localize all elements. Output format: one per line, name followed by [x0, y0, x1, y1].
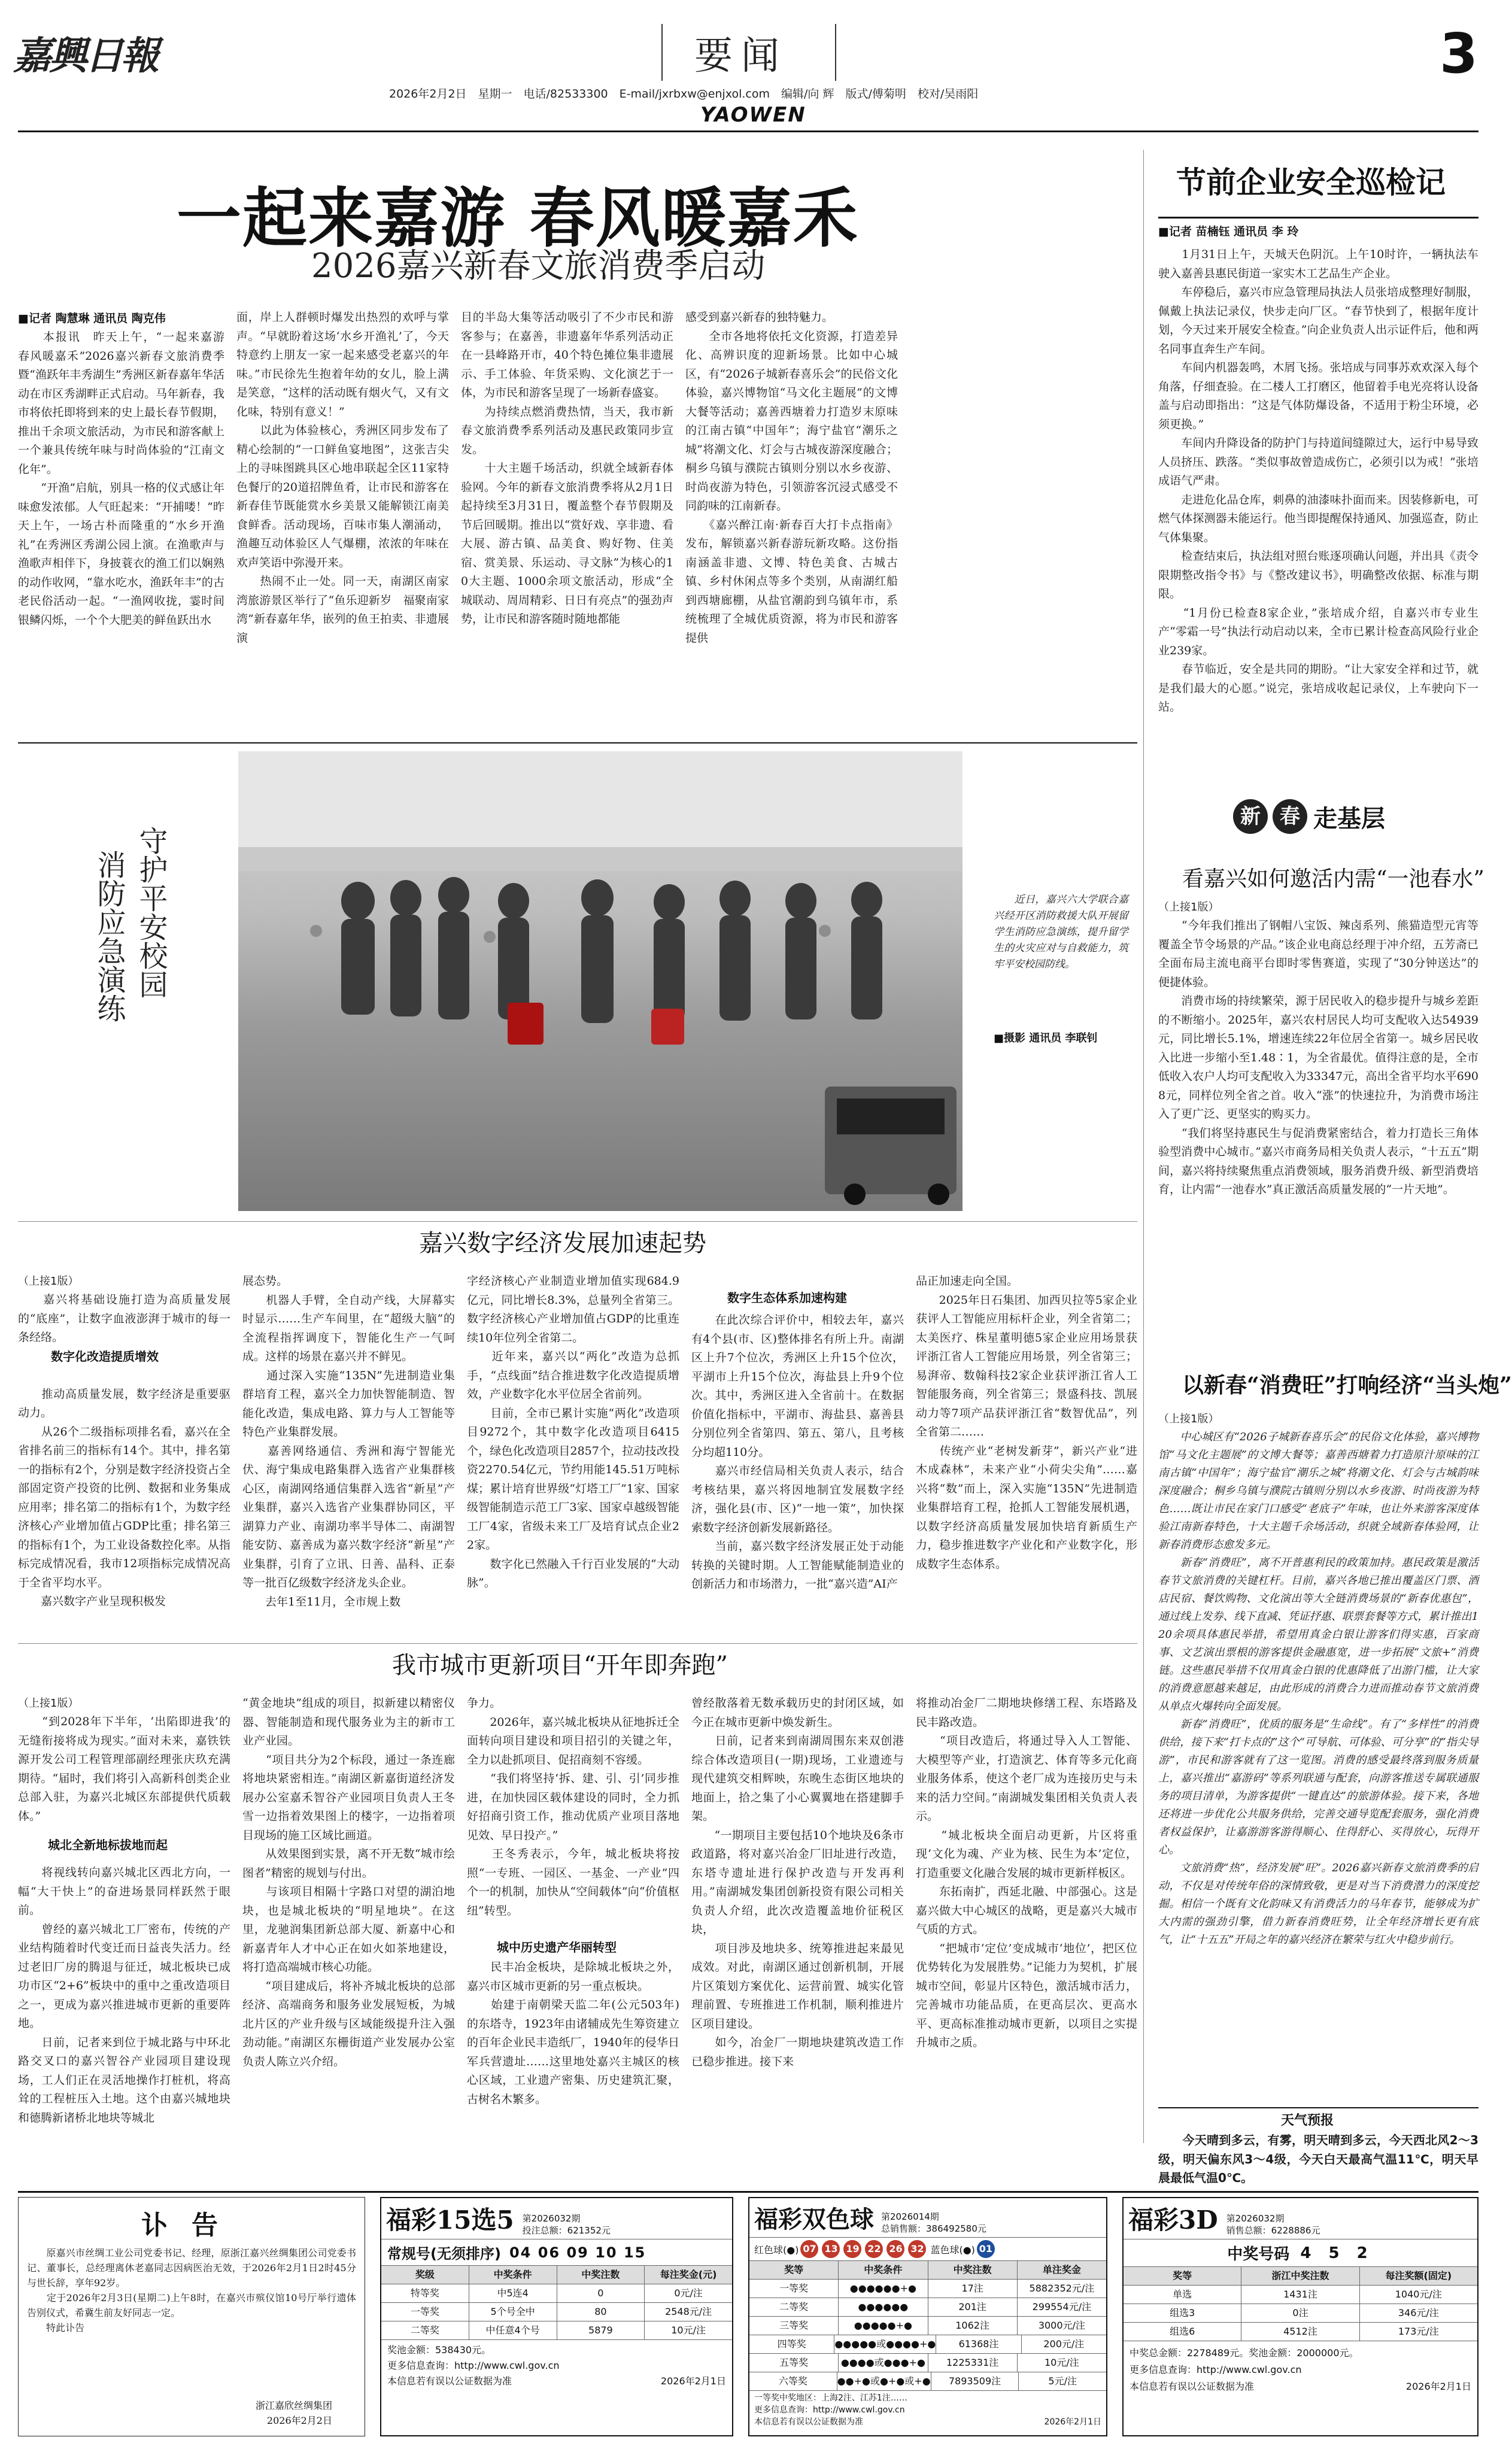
table-cell: 特等奖 — [381, 2284, 469, 2302]
d3-table — [1124, 2286, 1477, 2341]
table-cell: 五等奖 — [749, 2354, 839, 2372]
d3-sales: 销售总额：6228886元 — [1226, 2225, 1320, 2236]
table-header-cell: 奖级 — [381, 2266, 469, 2284]
l15-table-head — [381, 2266, 732, 2284]
l15-date: 2026年2月1日 — [660, 2375, 726, 2387]
table-cell: 中5连4 — [469, 2284, 557, 2302]
table-row — [1124, 2286, 1477, 2304]
l15-numbers: 04 06 09 10 15 — [509, 2244, 646, 2261]
red-ball: 13 — [822, 2240, 840, 2258]
table-cell: ●●●●或●●●+● — [839, 2354, 928, 2372]
table-row — [749, 2298, 1106, 2317]
table-header-cell: 每注奖额(固定) — [1385, 2270, 1452, 2281]
table-cell: 4512注 — [1241, 2323, 1359, 2341]
l15-pool: 奖池金额：538430元。 — [387, 2344, 491, 2356]
table-cell: ●●●●●+● — [839, 2317, 928, 2335]
lead-col-1: 本报讯 昨天上午，“一起来嘉游 春风暖嘉禾”2026嘉兴新春文旅消费季暨“渔跃年丰秀湖生”秀洲区新春嘉年华活动在市区秀湖畔正式启动。马年新春，我市将依托即将到来的史上最长春节假期，推出千余项文旅活动，为市民和游客献上一个兼具传统年味与时尚体验的“江南文化年”。 “开渔”启航，别具一格的仪式感让年味愈发浓郁。人气旺起来：“开捕喽！”昨天上午，一场古朴而隆重的“水乡开渔礼”在秀洲区秀湖公园上演。在渔歌声与渔歌声相伴下，身披蓑衣的渔工们以娴熟的动作收网，“靠水吃水，渔跃年丰”的古老民俗活动一起。“一渔网收拢，霎时间银鳞闪烁，一个个大肥美的鲜鱼跃出水 — [18, 330, 224, 627]
digital-col-5: 品正加速走向全国。 2025年日石集团、加西贝拉等5家企业获评人工智能应用标杆企业，列全省第二；太美医疗、株星董明德5家企业应用场景获评浙江省人工智能应用场景，列全省第三；易湃帝、数翰科技2家企业获评浙江省人工智能服务商，列全省第三；景盛科技、凯展动力等7项产品获评浙江省“数智优品”，列全省第二…… 传统产业“老树发新芽”，新兴产业“进木成森林”，未来产业“小荷尖尖角”……嘉兴将“数”而上，深入实施“135N”先进制造业集群培育工程，抢抓人工智能发展机遇，以数字经济高质量发展加快培育新质生产力，稳步推进数字产业化和产业数字化，形成数字生态体系。 — [916, 1274, 1137, 1571]
digital-sub-1: 数字化改造提质增效 — [51, 1349, 159, 1364]
editor-credits: 编辑/向 辉 版式/傅菊明 校对/吴雨阳 — [781, 87, 979, 101]
d3-numbers: 4 5 2 — [1300, 2244, 1374, 2262]
table-cell: 四等奖 — [749, 2335, 834, 2353]
newyear-badge-char-2: 春 — [1273, 799, 1307, 834]
lead-subtitle: 2026嘉兴新春文旅消费季启动 — [311, 247, 766, 286]
consume-title: 以新春“消费旺”打响经济“当头炮” — [1182, 1373, 1512, 1398]
newspaper-logo: 嘉興日報 — [13, 34, 157, 78]
page-number: 3 — [1440, 22, 1478, 86]
safety-body: 1月31日上午，天城天色阴沉。上午10时许，一辆执法车驶入嘉善县惠民街道一家实木工艺品生产企业。 车停稳后，嘉兴市应急管理局执法人员张培成整理好制服，佩戴上执法记录仪，快步走向厂区。“春节快到了，根据年度计划，今天过来开展安全检查。”向企业负责人出示证件后，他和两名同事直奔生产车间。 车间内机器轰鸣，木屑飞扬。张培成与同事苏欢欢深入每个角落，仔细查验。在二楼人工打磨区，他留着手电光亮将认设备盖与启动即指出：“这是气体防爆设备，不适用于粉尘环境，必须更换。” 车间内升降设备的防护门与持道间缝隙过大，运行中易导致人员挤压、跌落。“类似事故曾造成伤亡，必须引以为戒！”张培成语气严肃。 走进危化品仓库，刺鼻的油漆味扑面而来。因装修新电，可燃气体探测器未能运行。他当即提醒保持通风、加强巡查，防止气体集聚。 检查结束后，执法组对照台账逐项确认问题，并出具《责令限期整改指令书》与《整改建议书》，明确整改依据、标准与期限。 “1月份已检查8家企业，”张培成介绍，自嘉兴市专业生产“零霜一号”执法行动启动以来，全市已累计检查高风险行业企业239家。 春节临近，安全是共同的期盼。“让大家安全祥和过节，就是我们最大的心愿。”说完，张培成收起记录仪，上车驶向下一站。 — [1158, 248, 1478, 714]
consume-cont: （上接1版） — [1158, 1413, 1219, 1425]
table-cell: 5882352元/注 — [1029, 2283, 1095, 2294]
table-cell: 200元/注 — [1043, 2338, 1085, 2350]
table-cell: 299554元/注 — [1032, 2301, 1092, 2312]
drill-photo — [238, 751, 963, 1211]
table-row — [749, 2372, 1106, 2391]
ssq-pool: 更多信息查询：http://www.cwl.gov.cn — [754, 2405, 905, 2415]
table-cell: 2548元/注 — [665, 2306, 712, 2317]
renewal-col-5: 将推动冶金厂二期地块修缮工程、东塔路及民丰路改造。 “项目改造后，将通过导入人工智能、大模型等产业，打造演艺、体育等多元化商业服务体系，使这个老厂成为连接历史与未来的活力空间。”南湖城发集团相关负责人表示。 “城北板块全面启动更新，片区将重现‘文化为魂、产业为核、民生为本’定位，打造重要文化融合发展的城市更新样板区。 东拓南扩，西延北融、中部强心。这是嘉兴做大中心城区的战略，更是嘉兴大城市气质的方式。 “把城市‘定位’变成城市‘地位’，把区位优势转化为发展胜势。”记能力为契机，扩展城市空间，彰显片区特色，激活城市活力，完善城市功能品质，在更高层次、更高水平、更高标准推动城市更新，以项目之实提升城市之质。 — [916, 1697, 1137, 2049]
l15-query: 更多信息查询：http://www.cwl.gov.cn — [387, 2360, 560, 2371]
table-cell: 三等奖 — [749, 2317, 839, 2335]
renewal-sub-1: 城北全新地标拔地而起 — [48, 1838, 168, 1852]
table-header-cell: 中奖条件 — [469, 2266, 557, 2284]
lead-col-2: 面，岸上人群顿时爆发出热烈的欢呼与掌声。“早就盼着这场‘水乡开渔礼’了，今天特意约上朋友一家一起来感受老嘉兴的年味。”市民徐先生抱着年幼的女儿，脸上满是笑意，“这样的活动既有烟火气，又有文化味，特别有意义！” 以此为体验核心，秀洲区同步发布了精心绘制的“一口鲜鱼宴地图”，这张吉尖上的寻味图跳具区心地串联起全区11家特色餐厅的20道招牌鱼肴，让市民和游客在新春佳节既能赏水乡美景又能解锁江南美食鲜香。活动现场，百味市集人潮涌动，渔趣互动体验区人气爆棚，浓浓的年味在欢声笑语中弥漫开来。 热闹不止一处。同一天，南湖区南家湾旅游景区举行了“鱼乐迎新岁 福聚南家湾”新春嘉年华，嵌列的鱼王拍卖、非遗展演 — [236, 311, 449, 645]
masthead-info — [389, 85, 978, 101]
red-ball: 32 — [908, 2240, 926, 2258]
safety-byline: ■记者 苗楠钰 通讯员 李 玲 — [1158, 225, 1299, 238]
l15-notice: 本信息若有误以公证数据为准 — [387, 2375, 512, 2387]
l15-title: 福彩15选5 — [386, 2205, 514, 2235]
ssq-blue-label: 蓝色球(●) — [930, 2244, 975, 2256]
photo-caption: 近日，嘉兴六大学联合嘉兴经开区消防救援大队开展留学生消防应急演练，提升留学生的火灾应对与自救能力，筑牢平安校园防线。 — [994, 894, 1128, 970]
table-cell: 5个号全中 — [469, 2303, 557, 2321]
obituary-sign — [27, 2398, 356, 2428]
red-ball: 22 — [865, 2240, 883, 2258]
lead-byline: ■记者 陶慧琳 通讯员 陶克伟 — [18, 312, 166, 325]
renewal-title: 我市城市更新项目“开年即奔跑” — [392, 1652, 728, 1679]
masthead — [0, 0, 1495, 144]
table-cell: 组选3 — [1124, 2304, 1241, 2322]
renewal-col-4: 曾经散落着无数承载历史的封闭区域，如今正在城市更新中焕发新生。 日前，记者来到南湖周围东来双创港综合体改造项目(一期)现场，工业遗迹与现代建筑交相辉映，东晚生态街区地块的地面上，拾之集了小心翼翼地在搭建脚手架。 “一期项目主要包括10个地块及6条市政道路，将对嘉兴冶金厂旧址进行改造，东塔寺遗址进行保护改造与开发再利用。”南湖城发集团创新投资有限公司相关负责人介绍，此次改造覆盖地价征税区块， 项目涉及地块多、统筹推进起来最见成效。对此，南湖区通过创新机制，开展片区策划方案优化、运营前置、城实化管理前置、专班推进工作机制，顺利推进片区项目建设。 如今，冶金厂一期地块建筑改造工作已稳步推进。接下来 — [691, 1697, 904, 2068]
ssq-red-label: 红色球(●) — [754, 2244, 799, 2256]
renewal-cont: （上接1版） — [18, 1697, 79, 1710]
newyear-cont: （上接1版） — [1158, 901, 1219, 914]
obituary-title: 讣告 — [141, 2210, 242, 2241]
red-ball: 19 — [843, 2240, 861, 2258]
table-cell: 17注 — [928, 2280, 1018, 2298]
table-header-cell: 中奖条件 — [839, 2261, 928, 2279]
table-row — [381, 2321, 732, 2340]
red-ball: 07 — [800, 2240, 818, 2258]
table-cell: 一等奖 — [749, 2280, 839, 2298]
digital-title: 嘉兴数字经济发展加速起势 — [419, 1230, 706, 1257]
table-header-cell: 单注奖金 — [1042, 2264, 1081, 2275]
l15-issue: 第2026032期 — [522, 2213, 581, 2224]
renewal-col-3: 争力。 2026年，嘉兴城北板块从征地拆迁全面转向项目建设和项目招引的关键之年，全力以赴抓项目、促招商刻不容缓。 “我们将坚持‘拆、建、引、引’同步推进，在加快园区载体建设的同时，全力抓好招商引资工作，推动优质产业项目落地见效、早日投产。” 王冬秀表示，今年，城北板块将按照“一专班、一园区、一基金、一产业”四个一的机制，加快从“空间载体”向“价值枢纽”转型。 民丰冶金板块，是除城北板块之外，嘉兴市区城市更新的另一重点板块。 始建于南朝梁天监二年(公元503年)的东塔寺，1923年由诸辅成先生筹资建立的百年企业民丰造纸厂，1940年的侵华日军兵营遗址……这里地处嘉兴主城区的核心区域，工业遗产密集、历史建筑汇聚，古树名木繁多。 — [467, 1697, 679, 2106]
table-cell: 单选 — [1124, 2286, 1241, 2304]
table-cell: 346元/注 — [1398, 2307, 1439, 2318]
table-cell: 5879 — [557, 2321, 645, 2339]
ssq-issue: 第2026014期 — [881, 2211, 939, 2222]
obituary-body: 原嘉兴市丝绸工业公司党委书记、经理，原浙江嘉兴丝绸集团公司党委书记、董事长，总经理离休老嘉同志因病医治无效，于2026年2月1日2时45分与世长辞，享年92岁。 定于2026年2月3日(星期二)上午8时，在嘉兴市殡仪馆10号厅举行遗体告别仪式，希冀生前友好同志一定。 特此讣告 — [27, 2247, 356, 2333]
table-cell: 0元/注 — [674, 2287, 703, 2299]
d3-issue: 第2026032期 — [1226, 2213, 1285, 2224]
lottery-ssq — [748, 2197, 1107, 2436]
table-cell: 80 — [557, 2303, 645, 2321]
newyear-title: 看嘉兴如何邀活内需“一池春水” — [1182, 867, 1484, 891]
photo-title-a: 守护平安校园 — [134, 826, 168, 999]
ssq-table — [749, 2280, 1106, 2391]
weather-body: 今天晴到多云，有雾，明天晴到多云，今天西北风2～3级，明天偏东风3～4级，今天白天最高气温11℃，明天早晨最低气温0℃。 — [1158, 2133, 1478, 2185]
section-title: 要闻 — [694, 34, 788, 78]
table-cell: ●●●●●或●●●●+● — [834, 2335, 936, 2353]
digital-col-2: 展态势。 机器人手臂，全自动产线，大屏幕实时显示……生产车间里，在“超级大脑”的全流程指挥调度下，智能化生产一气呵成。这样的场景在嘉兴并不鲜见。 通过深入实施“135N”先进制造业集群培育工程，嘉兴全力加快智能制造、智能化改造，集成电路、算力与人工智能等特色产业集群发展。 嘉善网络通信、秀洲和海宁智能光伏、海宁集成电路集群入选省产业集群核心区，南湖网络通信集群入选省“新星”产业集群，嘉兴入选省产业集群协同区，平湖算力产业、南湖功率半导体二、南湖智能安防、嘉善成为嘉兴数字经济“新星”产业集群，引育了立讯、日善、晶科、正泰等一批百亿级数字经济龙头企业。 去年1至11月，全市规上数 — [242, 1274, 455, 1609]
table-cell: 201注 — [928, 2298, 1018, 2316]
ssq-notice: 本信息若有误以公证数据为准 — [754, 2417, 863, 2427]
d3-query: 更多信息查询：http://www.cwl.gov.cn — [1130, 2364, 1302, 2375]
table-header-cell: 中奖注数 — [928, 2261, 1018, 2279]
d3-table-head — [1124, 2267, 1477, 2286]
table-cell: 1062注 — [928, 2317, 1018, 2335]
weather-title: 天气预报 — [1281, 2113, 1334, 2128]
table-cell: 0 — [557, 2284, 645, 2302]
ssq-sales: 总销售额：386492580元 — [881, 2223, 986, 2234]
d3-title: 福彩3D — [1128, 2205, 1218, 2235]
newyear-badge-tail: 走基层 — [1313, 804, 1385, 833]
table-cell: 0注 — [1241, 2304, 1359, 2322]
l15-sales: 投注总额：621352元 — [522, 2225, 611, 2236]
d3-label: 中奖号码 — [1227, 2245, 1290, 2263]
table-row — [381, 2284, 732, 2303]
table-header-cell: 每注奖金(元) — [660, 2269, 717, 2280]
blue-ball: 01 — [977, 2240, 995, 2258]
table-cell: 10元/注 — [671, 2324, 706, 2336]
renewal-col-1: “到2028年下半年，‘出陷即进我’的无缝衔接将成为现实。”面对未来，嘉铁铁源开发公司工程管理部副经理张庆玖充满期待。“届时，我们将引入高新科创类企业总部入驻，为嘉兴北城区东部提供代质载体。” 将视线转向嘉兴城北区西北方向，一幅“大干快上”的奋进场景同样跃然于眼前。 曾经的嘉兴城北工厂密布，传统的产业结构随着时代变迁而日益丧失活力。经过老旧厂房的腾退与征迁，城北板块已成功市区“2+6”板块中的重中之重改造项目之一，更成为嘉兴推进城市更新的重要阵地。 日前，记者来到位于城北路与中环北路交叉口的嘉兴智谷产业园项目建设现场，工人们正在灵活地操作打桩机，将高耸的工程桩压入土地。这个由嘉兴城地块和德腾新诸桥北地块等城北 — [18, 1715, 230, 2125]
table-header-cell: 奖等 — [749, 2261, 839, 2279]
table-cell: 10元/注 — [1044, 2357, 1079, 2368]
table-cell: 7893509注 — [931, 2372, 1019, 2390]
digital-sub-2: 数字生态体系加速构建 — [727, 1291, 847, 1305]
newyear-badge-char-1: 新 — [1233, 799, 1268, 834]
safety-title: 节前企业安全巡检记 — [1176, 165, 1446, 200]
issue-date: 2026年2月2日 星期一 电话/82533300 E-mail/jxrbxw@enjxol.com — [389, 87, 770, 101]
digital-col-3: 字经济核心产业制造业增加值实现684.9亿元，同比增长8.3%，总量列全省第三。数字经济核心产业增加值占GDP的比重连续10年位列全省第二。 近年来，嘉兴以“两化”改造为总抓手，“点线面”结合推进数字化改造提质增效，产业数字化水平位居全省前列。 目前，全市已累计实施“两化”改造项目9272个，其中数字化改造项目6415个，绿色化改造项目2857个，拉动技改投资2270.54亿元，节约用能145.51万吨标煤；累计培育世界级“灯塔工厂”1家、国家级智能制造示范工厂3家、国家卓越级智能工厂4家，省级未来工厂及培育试点企业22家。 数字化已然融入千行百业发展的“大动脉”。 — [467, 1274, 679, 1589]
table-cell: 5元/注 — [1048, 2375, 1077, 2387]
ssq-table-head — [749, 2261, 1106, 2280]
section-pinyin: YAOWEN — [700, 103, 806, 127]
table-cell: 二等奖 — [381, 2321, 469, 2339]
table-cell: ●●●●●● — [839, 2298, 928, 2316]
lottery-15x5 — [380, 2197, 733, 2436]
table-cell: 3000元/注 — [1038, 2320, 1085, 2331]
table-row — [749, 2335, 1106, 2354]
photo-title-b: 消防应急演练 — [92, 850, 126, 1022]
digital-col-4: 在此次综合评价中，相较去年，嘉兴有4个县(市、区)整体排名有所上升。南湖区上升7个位次，秀洲区上升15个位次，平湖市上升15个位次，海盐县上升9个位次。其中，秀洲区进入全省前十。在数据价值化指标中，平湖市、海盐县、嘉善县分别位列全省第四、第五、第八，且考核分均超110分。 嘉兴市经信局相关负责人表示，结合考核结果，嘉兴将因地制宜发展数字经济，强化县(市、区)“一地一策”，加快探索数字经济创新发展新路径。 当前，嘉兴数字经济发展正处于动能转换的关键时期。人工智能赋能制造业的创新活力和市场潜力，一批“嘉兴造”AI产 — [691, 1313, 904, 1591]
table-header-cell: 中奖注数 — [557, 2266, 645, 2284]
renewal-sub-2: 城中历史遗产华丽转型 — [497, 1940, 617, 1955]
photo-credit: ■摄影 通讯员 李联钊 — [994, 1032, 1098, 1045]
table-cell: 一等奖 — [381, 2303, 469, 2321]
ssq-title: 福彩双色球 — [754, 2205, 874, 2233]
obituary-sign-org: 浙江嘉欣丝绸集团 — [255, 2400, 332, 2411]
table-cell: 二等奖 — [749, 2298, 839, 2316]
consume-body: 中心城区有“2026子城新春喜乐会”的民俗文化体验，嘉兴博物馆“马文化主题展”的文博大餐等；嘉善西塘着力打造原汁原味的江南古镇“中国年”；海宁盐官“潮乐之城”将潮文化、灯会与古城韵味深度融合；桐乡乌镇与濮院古镇则分别以水乡夜游、时尚夜游为特色……既让市民在家门口感受“老底子”年味，也让外来游客深度体验江南新春特色，十大主题千余场活动，织就全域新春体验网，让新春消费形态愈发多元。 新春“消费旺”，离不开普惠利民的政策加持。惠民政策是激活春节文旅消费的关键杠杆。目前，嘉兴各地已推出覆盖区门票、酒店民宿、餐饮购物、文化演出等大全链消费场景的“新春优惠包”，通过线上发券、线下直减、凭证抒惠、联票套餐等方式，累计推出120余项具体惠民举措，希望用真金白银让游客们得实惠，百家商事、文艺演出票根的游客提供金融惠宽，进一步拓展“文旅+”消费链。这些惠民举措不仅用真金白银的优惠降低了出游门槛，让大家的消费意愿越来越足，由此形成的消费合力进而推动春节文旅消费从单点火爆转向全面发展。 新春“消费旺”，优质的服务是“生命线”。有了“多样性”的消费供给，接下来“打卡点的”这个“可导航、可体验、可分享”的“指尖导游”，市民和游客就有了这一览图。消费的感受最终落到服务质量上，嘉兴推出“嘉游码”等系列联通与配套，向游客推送专属联通服务的项目清单，为游客提供“一键直达”的旅游体验。接下来，各地还将进一步优化公共服务供给，完善交通导览配套服务，强化消费者权益保护，让嘉游游客游得顺心、住得舒心、买得放心，玩得开心。 文旅消费“热”，经济发展“旺”。2026嘉兴新春文旅消费季的启动，不仅是对传统年俗的深情致敬，更是对当下消费潜力的深度挖掘。相信一个既有文化韵味又有消费活力的马年春节，能够成为扩大内需的强劲引擎，借力新春消费旺势，让全年经济增长更有底气，让“十五五”开局之年的嘉兴经济在繁荣与红火中稳步前行。 — [1158, 1431, 1478, 1946]
renewal-col-2: “黄金地块”组成的项目，拟新建以精密仪器、智能制造和现代服务业为主的新市工业产业园。 “项目共分为2个标段，通过一条连廊将地块紧密相连。”南湖区新嘉街道经济发展办公室嘉禾智谷产业园项目负责人王冬雪一边指着效果图上的楼字，一边指着项目现场的施工区域比画道。 从效果图到实景，离不开无数“城市绘图者”精密的规划与付出。 与该项目相隔十字路口对望的湖泊地块，也是城北板块的“明星地块”。在这里，龙驰润集团新总部大厦、新嘉中心和新嘉青年人才中心正在如火如茶地建设，将打造高端城市核心功能。 “项目建成后，将补齐城北板块的总部经济、高端商务和服务业发展短板，为城北片区的产业升级与区域能级提升注入强劲动能。”南湖区东栅街道产业发展办公室负责人陈立兴介绍。 — [242, 1697, 455, 2068]
table-cell: 1040元/注 — [1395, 2289, 1442, 2300]
table-cell: 组选6 — [1124, 2323, 1241, 2341]
l15-order-label: 常规号(无须排序) — [387, 2245, 501, 2262]
ssq-red-balls — [798, 2240, 928, 2258]
l15-table — [381, 2284, 732, 2340]
ssq-date: 2026年2月1日 — [1044, 2417, 1101, 2427]
obituary — [18, 2197, 365, 2436]
lead-title: 一起来嘉游 春风暖嘉禾 — [177, 181, 859, 256]
red-ball: 26 — [886, 2240, 904, 2258]
newyear-body: “今年我们推出了钢帽八宝饭、辣卤系列、熊猫造型元宵等覆盖全节令场景的产品。”该企业电商总经理于冲介绍，五芳斋已全面布局主流电商平台即时零售赛道，实现了“30分钟送达”的便捷体验。 消费市场的持续繁荣，源于居民收入的稳步提升与城乡差距的不断缩小。2025年，嘉兴农村居民人均可支配收入达54939元，同比增长5.1%，增速连续22年位居全省第一。城乡居民收入比进一步缩小至1.48∶1，为全省最优。值得注意的是，全市低收入农户人均可支配收入为33347元，高出全省平均水平6908元，同样位列全省之首。收入“涨”的快速拉升，为消费市场注入了更广泛、更坚实的购买力。 “我们将坚持惠民生与促消费紧密结合，着力打造长三角体验型消费中心城市。”嘉兴市商务局相关负责人表示，“十五五”期间，嘉兴将持续聚焦重点消费领域，服务消费升级、新型消费培育，让内需“一池春水”真正激活高质量发展的“一片天地”。 — [1158, 919, 1478, 1196]
table-cell: ●●+●或●+●或+● — [837, 2372, 931, 2390]
d3-notice: 本信息若有误以公证数据为准 — [1130, 2381, 1255, 2392]
lottery-3d — [1122, 2197, 1478, 2436]
table-cell: 1431注 — [1241, 2286, 1359, 2304]
table-cell: 61368注 — [936, 2335, 1021, 2353]
table-row — [749, 2354, 1106, 2372]
table-cell: 173元/注 — [1398, 2326, 1439, 2337]
digital-col-1: 嘉兴将基础设施打造为高质量发展的“底座”，让数字血液澎湃于城市的每一条经络。 推动高质量发展，数字经济是重要驱动力。 从26个二级指标项排名看，嘉兴在全省排名前三的指标有14个。其中，排名第一的指标有2个，分别是数字经济投资占全部固定资产投资的比例、数据和业务集成应用率；排名第二的指标有1个，为数字经济核心产业增加值占GDP比重；排名第三的指标有1个，为工业设备数控化率。从指标完成情况看，我市12项指标完成情况高于全省平均水平。 嘉兴数字产业呈现积极发 — [18, 1293, 230, 1608]
table-header-cell: 浙江中奖注数 — [1241, 2267, 1359, 2285]
digital-cont: （上接1版） — [18, 1275, 79, 1288]
table-row — [381, 2303, 732, 2321]
lead-col-4: 感受到嘉兴新春的独特魅力。 全市各地将依托文化资源，打造差异化、高辨识度的迎新场景。比如中心城区，有“2026子城新春喜乐会”的民俗文化体验，嘉兴博物馆“马文化主题展”的文博大餐等活动；嘉善西塘着力打造岁末原味的江南古镇“中国年”；海宁盐官“潮乐之城”将潮文化、灯会与古城夜游深度融合；桐乡乌镇与濮院古镇则分别以水乡夜游、时尚夜游为特色，引领游客沉浸式感受不同韵味的江南新春。 《嘉兴醉江南·新春百大打卡点指南》发布，解锁嘉兴新春游玩新攻略。这份指南涵盖非遗、文博、特色美食、古城古镇、乡村休闲点等多个类别，从南湖红船到西塘廊棚，从盐官潮韵到乌镇年市，系统梳理了全城优质资源，将为市民和游客提供 — [685, 311, 898, 645]
table-cell: ●●●●●●+● — [839, 2280, 928, 2298]
table-cell: 中任意4个号 — [469, 2321, 557, 2339]
d3-pool: 中奖总金额：2278489元。奖池金额：2000000元。 — [1130, 2347, 1359, 2359]
ssq-query: 一等奖中奖地区：上海2注、江苏1注…… — [754, 2393, 907, 2403]
obituary-sign-date: 2026年2月2日 — [266, 2415, 332, 2426]
table-row — [749, 2317, 1106, 2335]
drill-photo-figure — [238, 751, 963, 1211]
table-cell: 六等奖 — [749, 2372, 837, 2390]
newyear-badge — [1233, 799, 1385, 834]
table-header-cell: 奖等 — [1124, 2267, 1241, 2285]
lead-col-3: 目的半岛大集等活动吸引了不少市民和游客参与；在嘉善，非遗嘉年华系列活动正在一县峰路开市，40个特色摊位集非遗展示、手工体验、年货采购、文化演艺于一体，为市民和游客呈现了一场新春盛宴。 为持续点燃消费热情，当天，我市新春文旅消费季系列活动及惠民政策同步宣发。 十大主题千场活动，织就全域新春体验网。今年的新春文旅消费季将从2月1日起持续至3月31日，覆盖整个春节假期及节后回暖期。推出以“赏好戏、享非遗、看大展、游古镇、品美食、购好物、住美宿、赏美景、乐运动、寻文脉”为核心的10大主题、1000余项文旅活动，形成“全城联动、周周精彩、日日有亮点”的强劲声势，让市民和游客随时随地都能 — [461, 311, 673, 626]
ssq-blue-balls — [975, 2240, 997, 2258]
table-cell: 1225331注 — [928, 2354, 1018, 2372]
table-row — [1124, 2323, 1477, 2341]
table-row — [1124, 2304, 1477, 2323]
table-row — [749, 2280, 1106, 2298]
d3-date: 2026年2月1日 — [1405, 2381, 1471, 2392]
